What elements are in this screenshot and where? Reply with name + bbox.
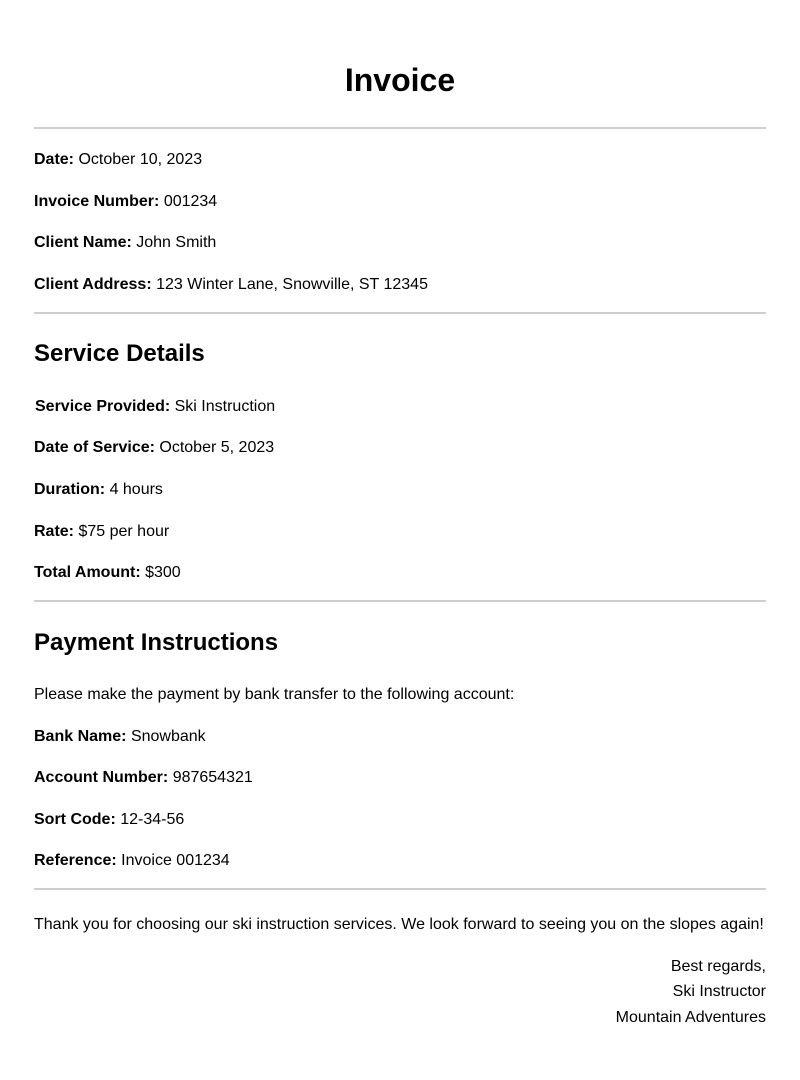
invoice-date: [34, 151, 202, 169]
divider: [34, 888, 766, 890]
service-provided-value: Ski Instruction: [174, 398, 276, 415]
service-provided: [35, 398, 275, 416]
bank-name-label: Bank Name:: [34, 728, 127, 745]
rate-label: Rate:: [34, 523, 75, 540]
rate-value: $75 per hour: [78, 523, 170, 540]
invoice-number: [34, 193, 217, 211]
service-provided-label: Service Provided:: [35, 398, 171, 415]
total-amount-value: $300: [145, 564, 181, 581]
page-title: Invoice: [344, 62, 456, 98]
reference-value: Invoice 001234: [121, 852, 230, 869]
date-of-service: [34, 439, 274, 457]
reference: [34, 852, 230, 870]
date-of-service-value: October 5, 2023: [159, 439, 275, 456]
date-of-service-label: Date of Service:: [34, 439, 155, 456]
duration: [34, 481, 163, 499]
client-name-value: John Smith: [136, 234, 217, 251]
client-name-label: Client Name:: [34, 234, 132, 251]
duration-value: 4 hours: [109, 481, 163, 498]
client-address-value: 123 Winter Lane, Snowville, ST 12345: [156, 276, 428, 293]
account-number-label: Account Number:: [34, 769, 169, 786]
bank-name-value: Snowbank: [130, 728, 206, 745]
company-name: Mountain Adventures: [615, 1009, 766, 1026]
reference-label: Reference:: [34, 852, 117, 869]
rate: [34, 523, 169, 541]
invoice-date-value: October 10, 2023: [78, 151, 203, 168]
sender-title: Ski Instructor: [672, 983, 766, 1000]
bank-name: [34, 728, 206, 746]
total-amount: [34, 564, 181, 582]
payment-intro: Please make the payment by bank transfer to the following account:: [34, 686, 515, 703]
payment-instructions-heading: Payment Instructions: [34, 629, 279, 656]
invoice-number-value: 001234: [163, 193, 218, 210]
divider: [34, 127, 766, 129]
total-amount-label: Total Amount:: [34, 564, 141, 581]
divider: [34, 600, 766, 602]
sort-code: [34, 811, 184, 829]
account-number: [34, 769, 253, 787]
client-name: [34, 234, 216, 252]
best-regards: Best regards,: [670, 958, 766, 975]
sort-code-value: 12-34-56: [120, 811, 185, 828]
invoice-number-label: Invoice Number:: [34, 193, 160, 210]
invoice-date-label: Date:: [34, 151, 75, 168]
account-number-value: 987654321: [172, 769, 253, 786]
client-address: [34, 276, 428, 294]
thank-you-message: Thank you for choosing our ski instruction services. We look forward to seeing you on the slopes again!: [34, 916, 764, 933]
service-details-heading: Service Details: [34, 340, 205, 367]
client-address-label: Client Address:: [34, 276, 152, 293]
divider: [34, 312, 766, 314]
sort-code-label: Sort Code:: [34, 811, 116, 828]
duration-label: Duration:: [34, 481, 106, 498]
